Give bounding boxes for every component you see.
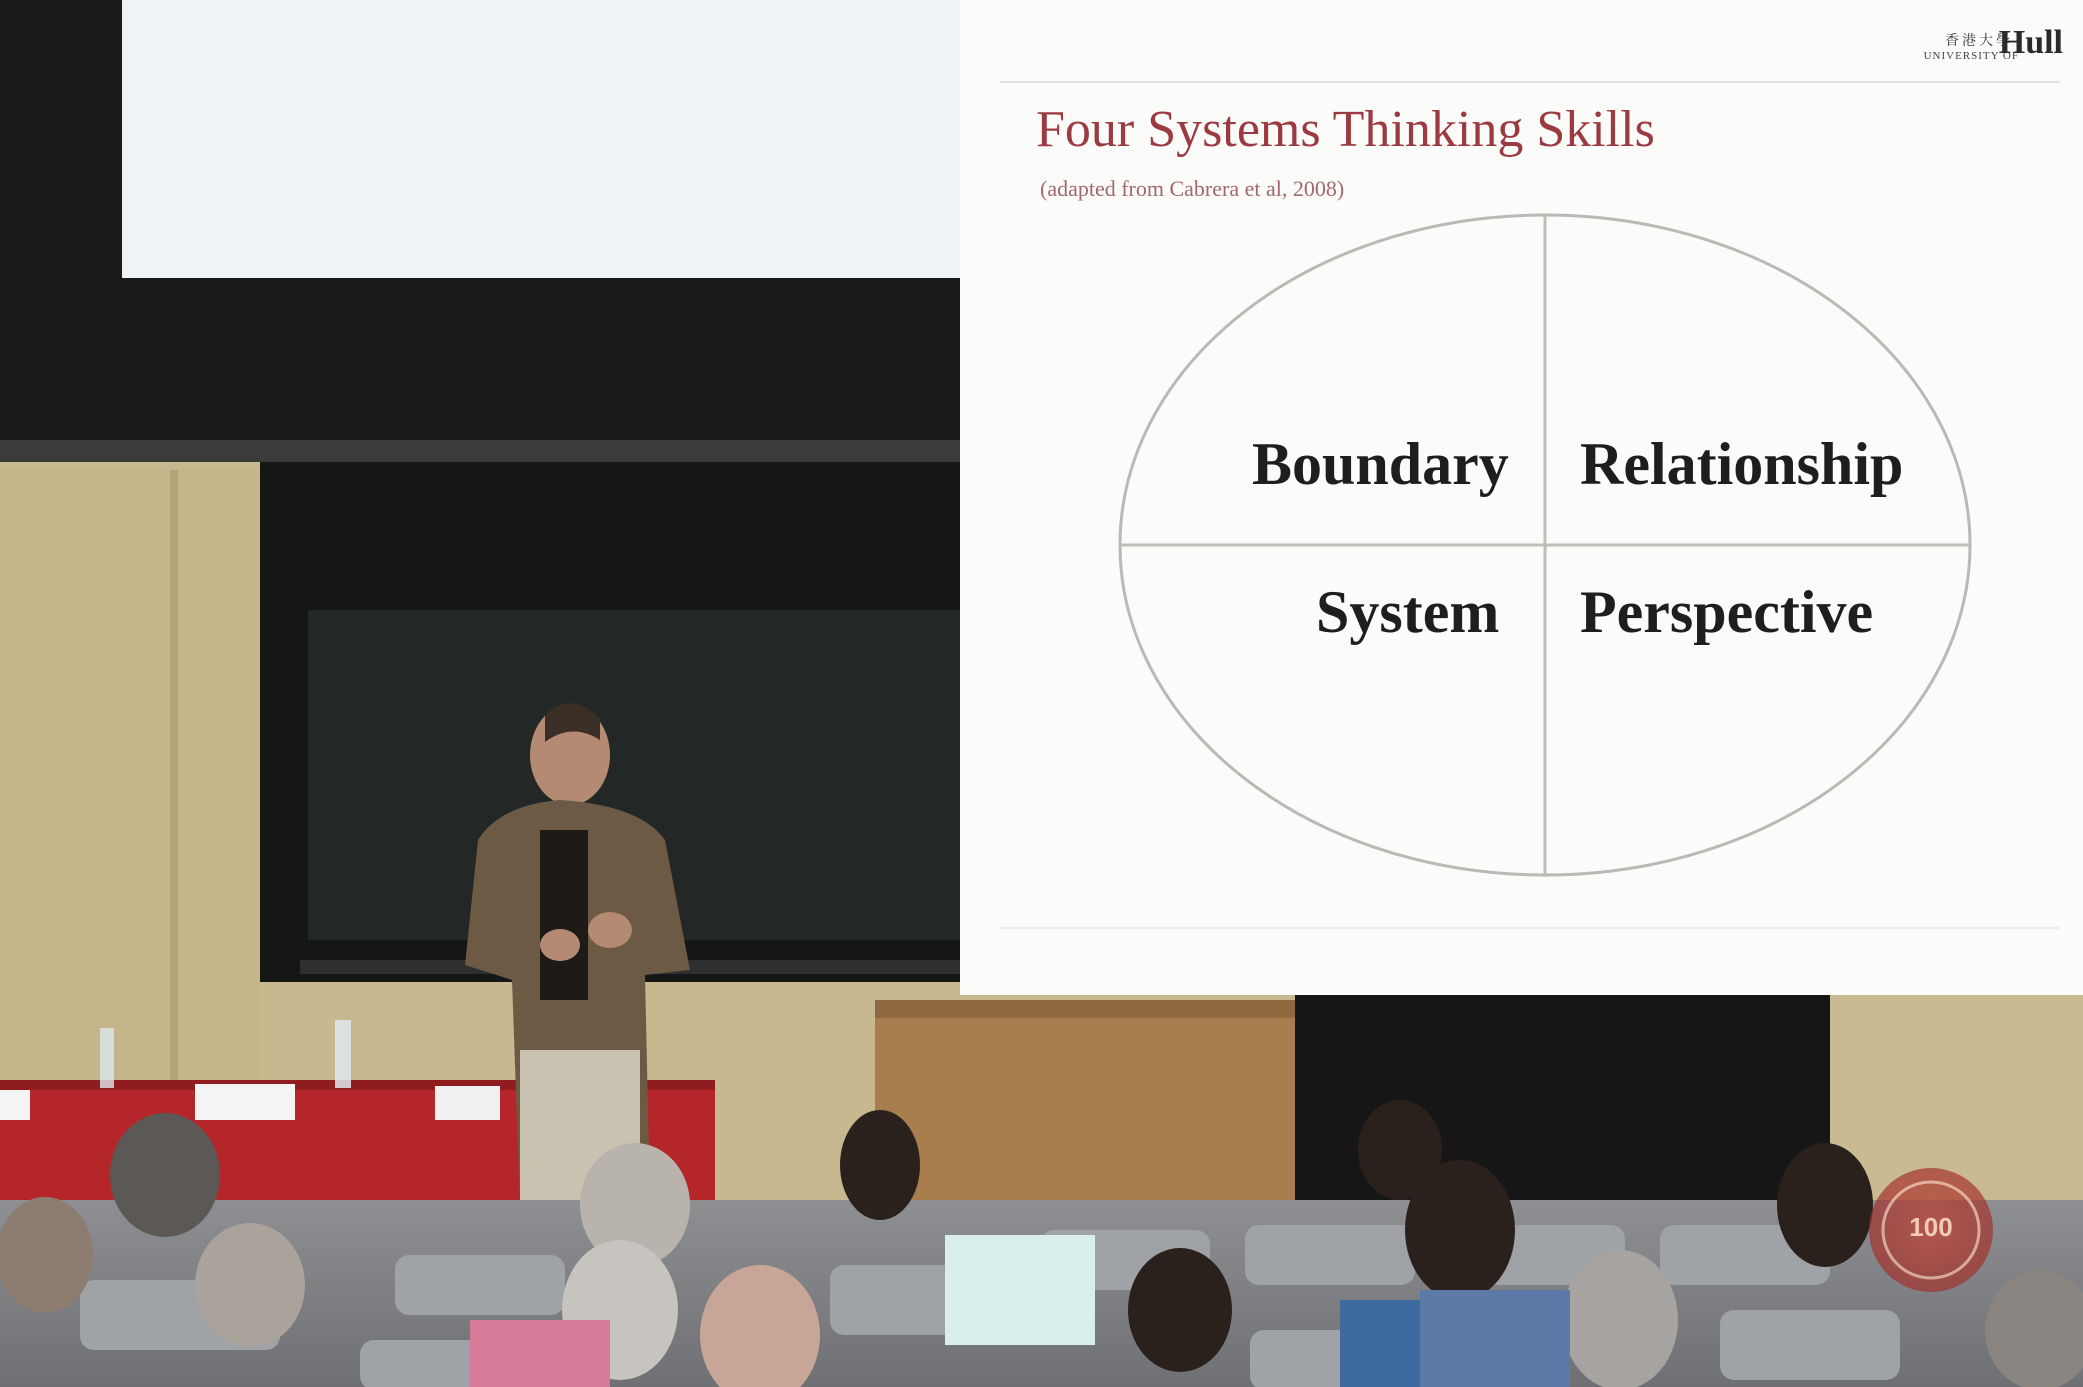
wall-panel-left	[0, 470, 260, 1090]
slide-title: Four Systems Thinking Skills	[1036, 101, 1655, 158]
left-projection-screen	[122, 0, 970, 278]
logo-university-of: UNIVERSITY OF	[1923, 50, 2019, 62]
seal-number: 100	[1909, 1212, 1953, 1242]
hku-logo-chinese: 香港大學	[1945, 34, 2013, 49]
name-card-1	[0, 1090, 30, 1120]
quadrant-perspective: Perspective	[1580, 579, 1874, 645]
slide-panel	[960, 0, 2083, 995]
hull-logo: Hull	[1998, 24, 2063, 61]
name-card-2	[195, 1084, 295, 1120]
slide-subtitle: (adapted from Cabrera et al, 2008)	[1040, 176, 1345, 201]
quadrant-boundary: Boundary	[1252, 431, 1509, 497]
quadrant-system: System	[1316, 579, 1500, 645]
quadrant-relationship: Relationship	[1580, 431, 1904, 497]
water-bottle	[335, 1020, 351, 1088]
name-card-3	[435, 1086, 500, 1120]
